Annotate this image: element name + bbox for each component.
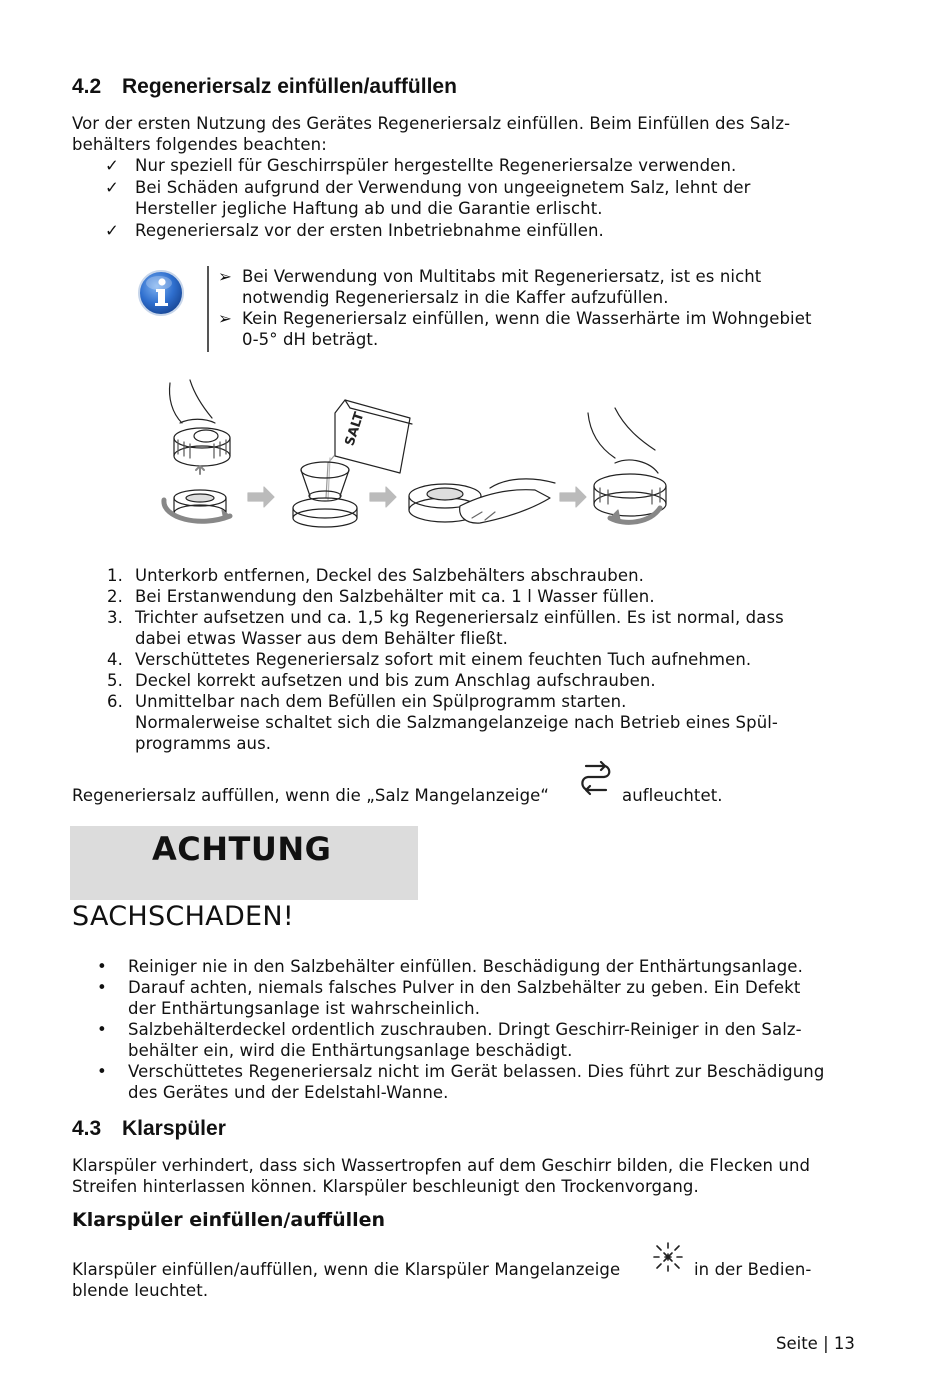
section-heading-4-3 xyxy=(72,1116,226,1142)
check-item: ✓ Regeneriersalz vor der ersten Inbetriebnahme einfüllen. xyxy=(105,221,604,240)
step-item: 4. Verschüttetes Regeneriersalz sofort mit einem feuchten Tuch aufnehmen. xyxy=(107,650,752,669)
warning-list xyxy=(97,956,898,1103)
section-number: 4.2 xyxy=(72,75,102,98)
info-list xyxy=(218,266,882,350)
check-mark-icon: ✓ xyxy=(105,178,119,197)
rinse-aid-shortage-icon xyxy=(650,1240,686,1276)
section-title: Regeneriersalz einfüllen/auffüllen xyxy=(122,75,457,98)
steps-list xyxy=(107,565,895,754)
rinse-indicator-text-line2: blende leuchtet. xyxy=(72,1281,209,1300)
bullet-icon: • xyxy=(97,1020,107,1039)
step-wipe-image xyxy=(409,479,555,523)
warning-title: ACHTUNG xyxy=(152,830,332,868)
check-item: ✓ Nur speziell für Geschirrspüler hergestellte Regeneriersalze verwenden. xyxy=(105,156,737,175)
step-item: 3. Trichter aufsetzen und ca. 1,5 kg Regeneriersalz einfüllen. Es ist normal, dass dabei etwas Wasser aus dem Behälter fließt. xyxy=(107,608,784,648)
section-title: Klarspüler xyxy=(122,1117,226,1140)
salt-refill-illustration xyxy=(160,378,680,528)
check-item: ✓ Bei Schäden aufgrund der Verwendung von ungeeignetem Salz, lehnt der Hersteller jegliche Haftung ab und die Garantie erlischt. xyxy=(105,178,751,218)
rinse-indicator-text-after: in der Bedien- xyxy=(694,1260,812,1279)
step-item: 6. Unmittelbar nach dem Befüllen ein Spülprogramm starten. Normalerweise schaltet sich die Salzmangelanzeige nach Betrieb eines Spül- programms aus. xyxy=(107,692,778,753)
warning-item: • Reiniger nie in den Salzbehälter einfüllen. Beschädigung der Enthärtungsanlage. xyxy=(97,957,803,976)
rinse-intro-paragraph: Klarspüler verhindert, dass sich Wassertropfen auf dem Geschirr bilden, die Flecken und Streifen hinterlassen können. Klarspüler beschleunigt den Trockenvorgang. xyxy=(72,1156,811,1196)
arrow-bullet-icon: ➢ xyxy=(218,267,232,286)
bullet-icon: • xyxy=(97,978,107,997)
step-fill-salt-image xyxy=(293,400,412,527)
info-divider xyxy=(207,266,209,352)
page-number: Seite | 13 xyxy=(776,1334,855,1353)
step-screw-cap-image xyxy=(588,408,666,522)
arrow-bullet-icon: ➢ xyxy=(218,309,232,328)
warning-box xyxy=(70,826,418,900)
step-item: 1. Unterkorb entfernen, Deckel des Salzbehälters abschrauben. xyxy=(107,566,644,585)
salt-indicator-text-before: Regeneriersalz auffüllen, wenn die „Salz Mangelanzeige“ xyxy=(72,786,550,805)
salt-shortage-icon xyxy=(576,760,616,798)
info-item: ➢ Bei Verwendung von Multitabs mit Regeneriersatz, ist es nicht notwendig Regeneriersalz in die Kaffer aufzufüllen. xyxy=(218,267,762,307)
rinse-indicator-text-before: Klarspüler einfüllen/auffüllen, wenn die Klarspüler Mangelanzeige xyxy=(72,1260,621,1279)
step-item: 5. Deckel korrekt aufsetzen und bis zum Anschlag aufschrauben. xyxy=(107,671,656,690)
salt-indicator-text-after: aufleuchtet. xyxy=(622,786,723,805)
intro-line: behälters folgendes beachten: xyxy=(72,135,327,154)
section-number: 4.3 xyxy=(72,1117,102,1140)
info-icon xyxy=(137,269,185,317)
check-mark-icon: ✓ xyxy=(105,221,119,240)
check-mark-icon: ✓ xyxy=(105,156,119,175)
check-list xyxy=(105,155,895,241)
intro-paragraph xyxy=(72,113,892,155)
salt-pack-label: SALT xyxy=(342,410,368,448)
bullet-icon: • xyxy=(97,957,107,976)
warning-item: • Verschüttetes Regeneriersalz nicht im Gerät belassen. Dies führt zur Beschädigung des Gerätes und der Edelstahl-Wanne. xyxy=(97,1062,825,1102)
rinse-subheading: Klarspüler einfüllen/auffüllen xyxy=(72,1209,386,1231)
warning-item: • Salzbehälterdeckel ordentlich zuschrauben. Dringt Geschirr-Reiniger in den Salz- behälter ein, wird die Enthärtungsanlage beschädigt. xyxy=(97,1020,802,1060)
section-heading-4-2 xyxy=(72,74,457,100)
bullet-icon: • xyxy=(97,1062,107,1081)
info-item: ➢ Kein Regeneriersalz einfüllen, wenn die Wasserhärte im Wohngebiet 0-5° dH beträgt. xyxy=(218,309,812,349)
step-item: 2. Bei Erstanwendung den Salzbehälter mit ca. 1 l Wasser füllen. xyxy=(107,587,655,606)
step-unscrew-image xyxy=(164,380,230,521)
warning-item: • Darauf achten, niemals falsches Pulver in den Salzbehälter zu geben. Ein Defekt der Enthärtungsanlage ist wahrscheinlich. xyxy=(97,978,801,1018)
intro-line: Vor der ersten Nutzung des Gerätes Regeneriersalz einfüllen. Beim Einfüllen des Salz- xyxy=(72,114,791,133)
warning-subtitle: SACHSCHADEN! xyxy=(72,901,295,932)
